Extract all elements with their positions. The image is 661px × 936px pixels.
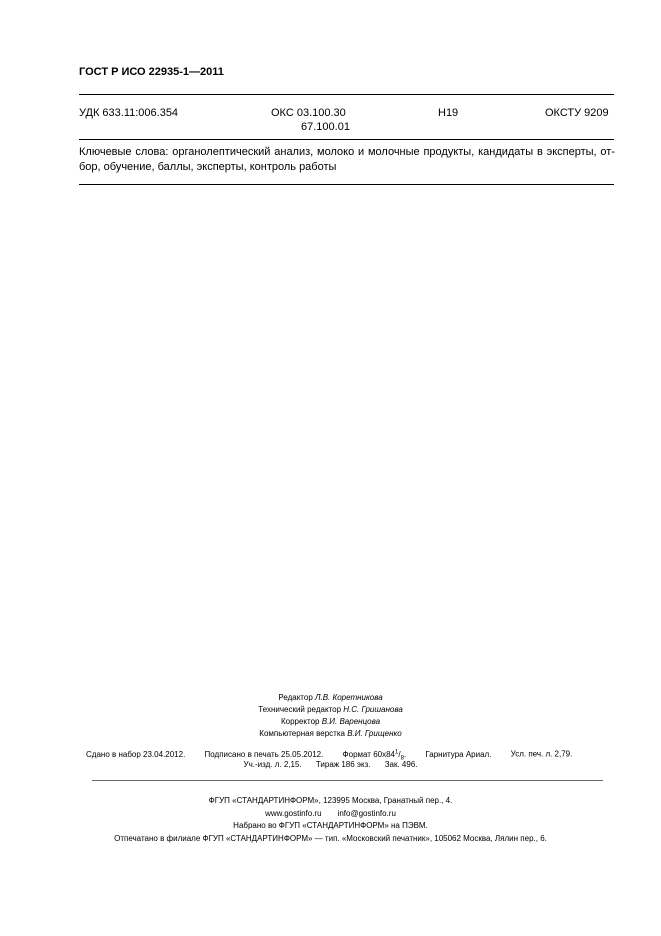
order-number: Зак. 496.: [384, 760, 418, 769]
editor-line: Редактор Л.В. Коретникова: [278, 693, 383, 702]
udk-code: УДК 633.11:006.354: [79, 107, 179, 119]
corrector-line: Корректор В.И. Варенцова: [280, 717, 381, 726]
printed-line: Отпечатано в филиале ФГУП «СТАНДАРТИНФОРМ» — тип. «Московский печатник», 105062 Москва, Лялин пер., 6.: [114, 833, 547, 843]
publisher-contacts: [0, 808, 661, 821]
bottom-divider: [79, 184, 614, 185]
layout-line: Компьютерная верстка В.И. Грищенко: [259, 729, 402, 738]
oks-code: ОКС 03.100.30: [271, 107, 346, 119]
printed-sheets: Усл. печ. л. 2,79.: [510, 749, 573, 759]
okstu-code: ОКСТУ 9209: [545, 107, 609, 119]
typeset-line: Набрано во ФГУП «СТАНДАРТИНФОРМ» на ПЭВМ.: [233, 821, 428, 830]
publisher-address: ФГУП «СТАНДАРТИНФОРМ», 123995 Москва, Гранатный пер., 4.: [208, 796, 453, 805]
signed-date: Подписано в печать 25.05.2012.: [204, 749, 324, 759]
tech-editor-line: Технический редактор Н.С. Гришанова: [258, 705, 403, 714]
submitted-date: Сдано в набор 23.04.2012.: [86, 749, 186, 759]
typeface: Гарнитура Ариал.: [425, 749, 492, 759]
group-code: Н19: [438, 107, 459, 119]
credits-block: [0, 692, 661, 740]
website-link[interactable]: www.gostinfo.ru: [265, 808, 322, 818]
middle-divider: [79, 139, 614, 140]
keywords-paragraph: Ключевые слова: органолептический анализ, молоко и молочные продукты, кандидаты в эксперты, от-бор, обучение, баллы, эксперты, контроль работы: [79, 146, 615, 173]
top-divider: [79, 94, 614, 95]
paper-format: Формат $60х84^1/_8$.: [342, 749, 407, 762]
print-run: Тираж 186 экз.: [315, 760, 371, 769]
document-title: ГОСТ Р ИСО 22935-1—2011: [79, 66, 224, 78]
printing-divider: [92, 780, 603, 781]
oks-code-secondary: 67.100.01: [301, 121, 350, 133]
publisher-sheets: Уч.-изд. л. 2,15.: [243, 760, 302, 769]
email-link[interactable]: info@gostinfo.ru: [337, 808, 396, 818]
publisher-block: [0, 795, 661, 845]
printing-details-2: [0, 760, 661, 769]
